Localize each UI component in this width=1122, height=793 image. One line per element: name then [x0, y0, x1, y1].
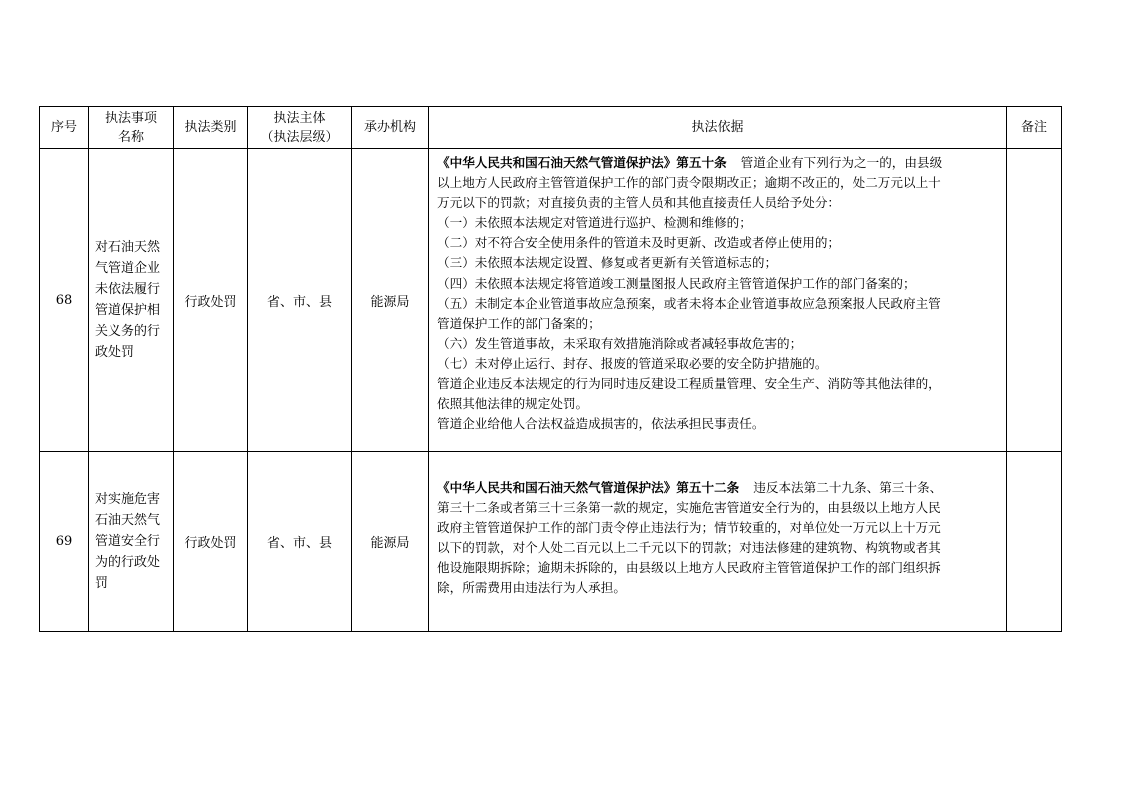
header-agency: 承办机构: [352, 107, 429, 149]
header-item-name: [89, 107, 174, 149]
basis-line: 违反本法第二十九条、第三十条、: [753, 480, 943, 495]
basis-first-line: [437, 478, 1000, 498]
law-enforcement-table: [39, 106, 1062, 632]
row-agency: 能源局: [352, 452, 429, 632]
header-item-line1: 执法事项: [104, 110, 157, 126]
basis-line: 他设施限期拆除；逾期未拆除的，由县级以上地方人民政府主管管道保护工作的部门组织拆: [437, 560, 941, 576]
header-row: [40, 107, 1062, 149]
row-basis: [429, 452, 1007, 632]
row-category: 行政处罚: [174, 452, 248, 632]
basis-title: 《中华人民共和国石油天然气管道保护法》第五十二条: [437, 480, 740, 495]
basis-line: （七）未对停止运行、封存、报废的管道采取必要的安全防护措施的。: [437, 355, 828, 371]
header-basis: 执法依据: [429, 107, 1007, 149]
basis-line: 管道企业违反本法规定的行为同时违反建设工程质量管理、安全生产、消防等其他法律的，: [437, 376, 941, 392]
basis-line: 除，所需费用由违法行为人承担。: [437, 580, 626, 596]
basis-line: 以上地方人民政府主管管道保护工作的部门责令限期改正；逾期不改正的，处二万元以上十: [437, 175, 941, 191]
row-level: 省、市、县: [248, 452, 352, 632]
basis-first-line: [437, 153, 1000, 173]
table-row: [40, 452, 1062, 632]
basis-line: 第三十二条或者第三十三条第一款的规定，实施危害管道安全行为的，由县级以上地方人民: [437, 500, 941, 516]
row-notes: [1007, 149, 1062, 452]
basis-line: 管道企业有下列行为之一的，由县级: [740, 155, 943, 170]
row-basis: [429, 149, 1007, 452]
row-agency: 能源局: [352, 149, 429, 452]
row-level: 省、市、县: [248, 149, 352, 452]
header-subject-line2: （执法层级）: [260, 129, 339, 145]
header-subject: [248, 107, 352, 149]
header-subject-line1: 执法主体: [273, 110, 326, 126]
basis-line: （二）对不符合安全使用条件的管道未及时更新、改造或者停止使用的；: [437, 235, 840, 251]
basis-line: （四）未依照本法规定将管道竣工测量图报人民政府主管管道保护工作的部门备案的；: [437, 275, 916, 291]
basis-line: （五）未制定本企业管道事故应急预案，或者未将本企业管道事故应急预案报人民政府主管: [437, 295, 941, 311]
basis-line: 以下的罚款，对个人处二百元以上二千元以下的罚款；对违法修建的建筑物、构筑物或者其: [437, 540, 941, 556]
table-row: [40, 149, 1062, 452]
basis-line: （六）发生管道事故，未采取有效措施消除或者减轻事故危害的；: [437, 335, 803, 351]
row-seq: 68: [40, 149, 89, 452]
header-notes: 备注: [1007, 107, 1062, 149]
basis-line: （三）未依照本法规定设置、修复或者更新有关管道标志的；: [437, 255, 778, 271]
basis-title: 《中华人民共和国石油天然气管道保护法》第五十条: [437, 155, 727, 170]
row-item-name: 对石油天然气管道企业未依法履行管道保护相关义务的行政处罚: [89, 149, 174, 452]
basis-line: （一）未依照本法规定对管道进行巡护、检测和维修的；: [437, 215, 752, 231]
row-seq: 69: [40, 452, 89, 632]
header-seq: 序号: [40, 107, 89, 149]
header-item-line2: 名称: [117, 129, 144, 145]
basis-line: 万元以下的罚款；对直接负责的主管人员和其他直接责任人员给予处分：: [437, 195, 840, 211]
basis-line: 管道企业给他人合法权益造成损害的，依法承担民事责任。: [437, 416, 765, 432]
row-category: 行政处罚: [174, 149, 248, 452]
row-notes: [1007, 452, 1062, 632]
row-item-name: 对实施危害石油天然气管道安全行为的行政处罚: [89, 452, 174, 632]
basis-line: 依照其他法律的规定处罚。: [437, 396, 589, 412]
basis-line: 管道保护工作的部门备案的；: [437, 315, 601, 331]
basis-line: 政府主管管道保护工作的部门责令停止违法行为；情节较重的，对单位处一万元以上十万元: [437, 520, 941, 536]
header-category: 执法类别: [174, 107, 248, 149]
